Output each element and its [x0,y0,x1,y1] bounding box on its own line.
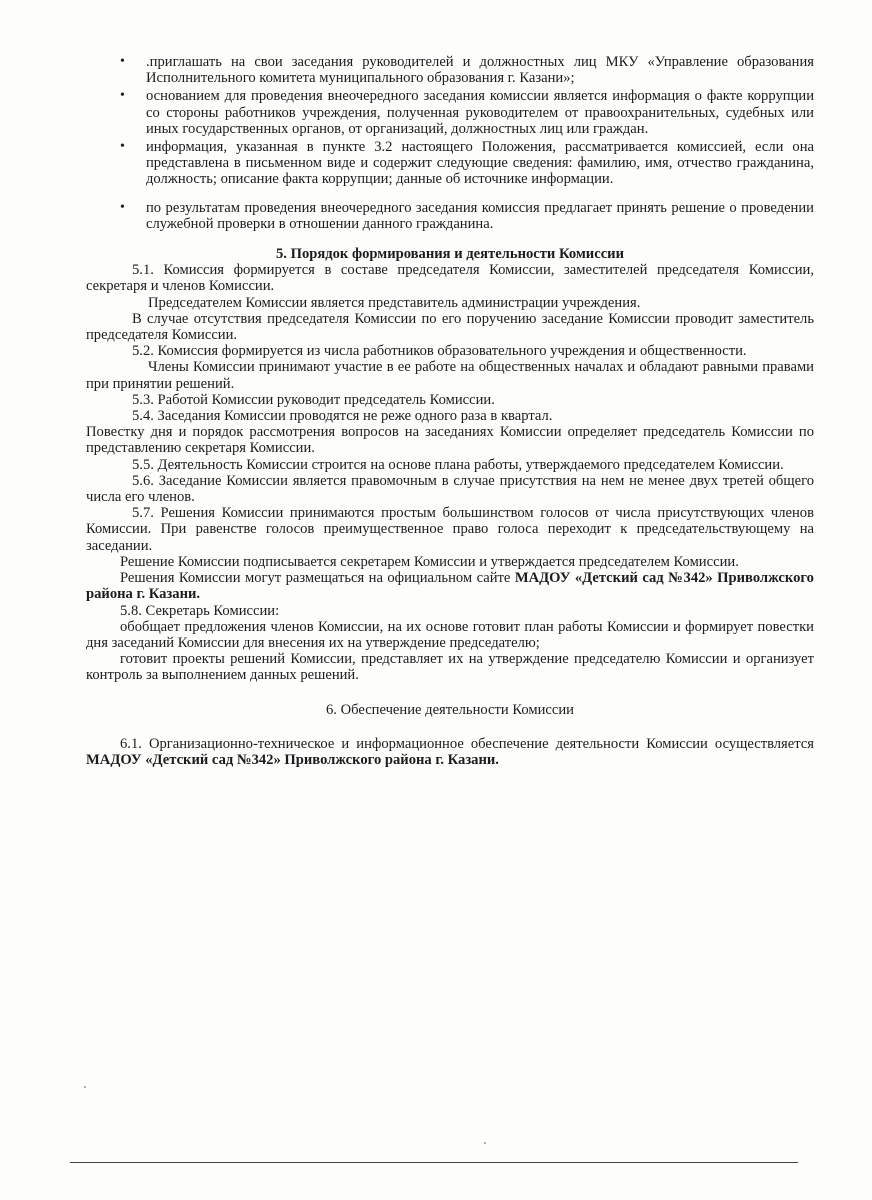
paragraph-6-1: 6.1. Организационно-техническое и информационное обеспечение деятельности Комиссии осуществляется МАДОУ «Детский сад №342» Приволжского района г. Казани. [86,735,814,768]
footer-rule [70,1162,798,1163]
list-item: • основанием для проведения внеочередного заседания комиссии является информация о факте коррупции со стороны работников учреждения, полученная руководителем от правоохранительных, судебных или иных государственных органов, от организаций, должностных лиц или граждан. [120,88,814,137]
paragraph-5-8: 5.8. Секретарь Комиссии: [120,602,280,619]
section-5-title: 5. Порядок формирования и деятельности Комиссии [276,246,624,263]
bullet-icon: • [120,199,125,215]
bullet-icon: • [120,139,125,155]
paragraph-5-5: 5.5. Деятельность Комиссии строится на основе плана работы, утверждаемого председателем Комиссии. [132,456,784,473]
paragraph: Председателем Комиссии является представитель администрации учреждения. [148,294,641,311]
scan-speck [84,1086,86,1088]
list-item: • по результатам проведения внеочередного заседания комиссия предлагает принять решение о проведении служебной проверки в отношении данного гражданина. [120,199,814,232]
paragraph: Повестку дня и порядок рассмотрения вопросов на заседаниях Комиссии определяет председатель Комиссии по представлению секретаря Комиссии. [86,424,814,457]
list-item: • .приглашать на свои заседания руководителей и должностных лиц МКУ «Управление образования Исполнительного комитета муниципального образования г. Казани»; [120,54,814,87]
paragraph-5-2: 5.2. Комиссия формируется из числа работников образовательного учреждения и общественности. [132,343,747,360]
paragraph-5-1: 5.1. Комиссия формируется в составе председателя Комиссии, заместителей председателя Комиссии, секретаря и членов Комиссии. [86,262,814,295]
paragraph-5-3: 5.3. Работой Комиссии руководит председатель Комиссии. [132,391,495,408]
paragraph: обобщает предложения членов Комиссии, на их основе готовит план работы Комиссии и формирует повестки дня заседаний Комиссии для внесения их на утверждение председателю; [86,618,814,651]
organization-name: МАДОУ «Детский сад №342» Приволжского района г. Казани. [86,751,499,768]
bullet-icon: • [120,54,125,69]
bullet-list [86,54,814,232]
paragraph: Члены Комиссии принимают участие в ее работе на общественных началах и обладают равными правами при принятии решений. [86,359,814,392]
paragraph-5-4: 5.4. Заседания Комиссии проводятся не реже одного раза в квартал. [132,408,553,425]
paragraph: Решение Комиссии подписывается секретарем Комиссии и утверждается председателем Комиссии. [120,553,739,570]
organization-name: МАДОУ «Детский сад №342» Приволжского района г. Казани. [86,570,814,603]
paragraph: Решения Комиссии могут размещаться на официальном сайте МАДОУ «Детский сад №342» Приволжского района г. Казани. [86,570,814,603]
bullet-icon: • [120,88,125,104]
paragraph: В случае отсутствия председателя Комиссии по его поручению заседание Комиссии проводит заместитель председателя Комиссии. [86,310,814,344]
paragraph-5-6: 5.6. Заседание Комиссии является правомочным в случае присутствия на нем не менее двух третей общего числа его членов. [86,472,814,506]
document-body [86,54,814,768]
list-item: • информация, указанная в пункте 3.2 настоящего Положения, рассматривается комиссией, если она представлена в письменном виде и содержит следующие сведения: фамилию, имя, отчество гражданина, должность; описание факта коррупции; данные об источнике информации. [120,139,814,188]
section-6-title: 6. Обеспечение деятельности Комиссии [325,701,574,718]
paragraph: готовит проекты решений Комиссии, представляет их на утверждение председателю Комиссии и организует контроль за выполнением данных решений. [86,651,814,684]
paragraph-5-7: 5.7. Решения Комиссии принимаются простым большинством голосов от числа присутствующих членов Комиссии. При равенстве голосов преимущественное право голоса переходит к председательствующему на заседании. [86,505,814,554]
scan-speck [484,1142,486,1144]
